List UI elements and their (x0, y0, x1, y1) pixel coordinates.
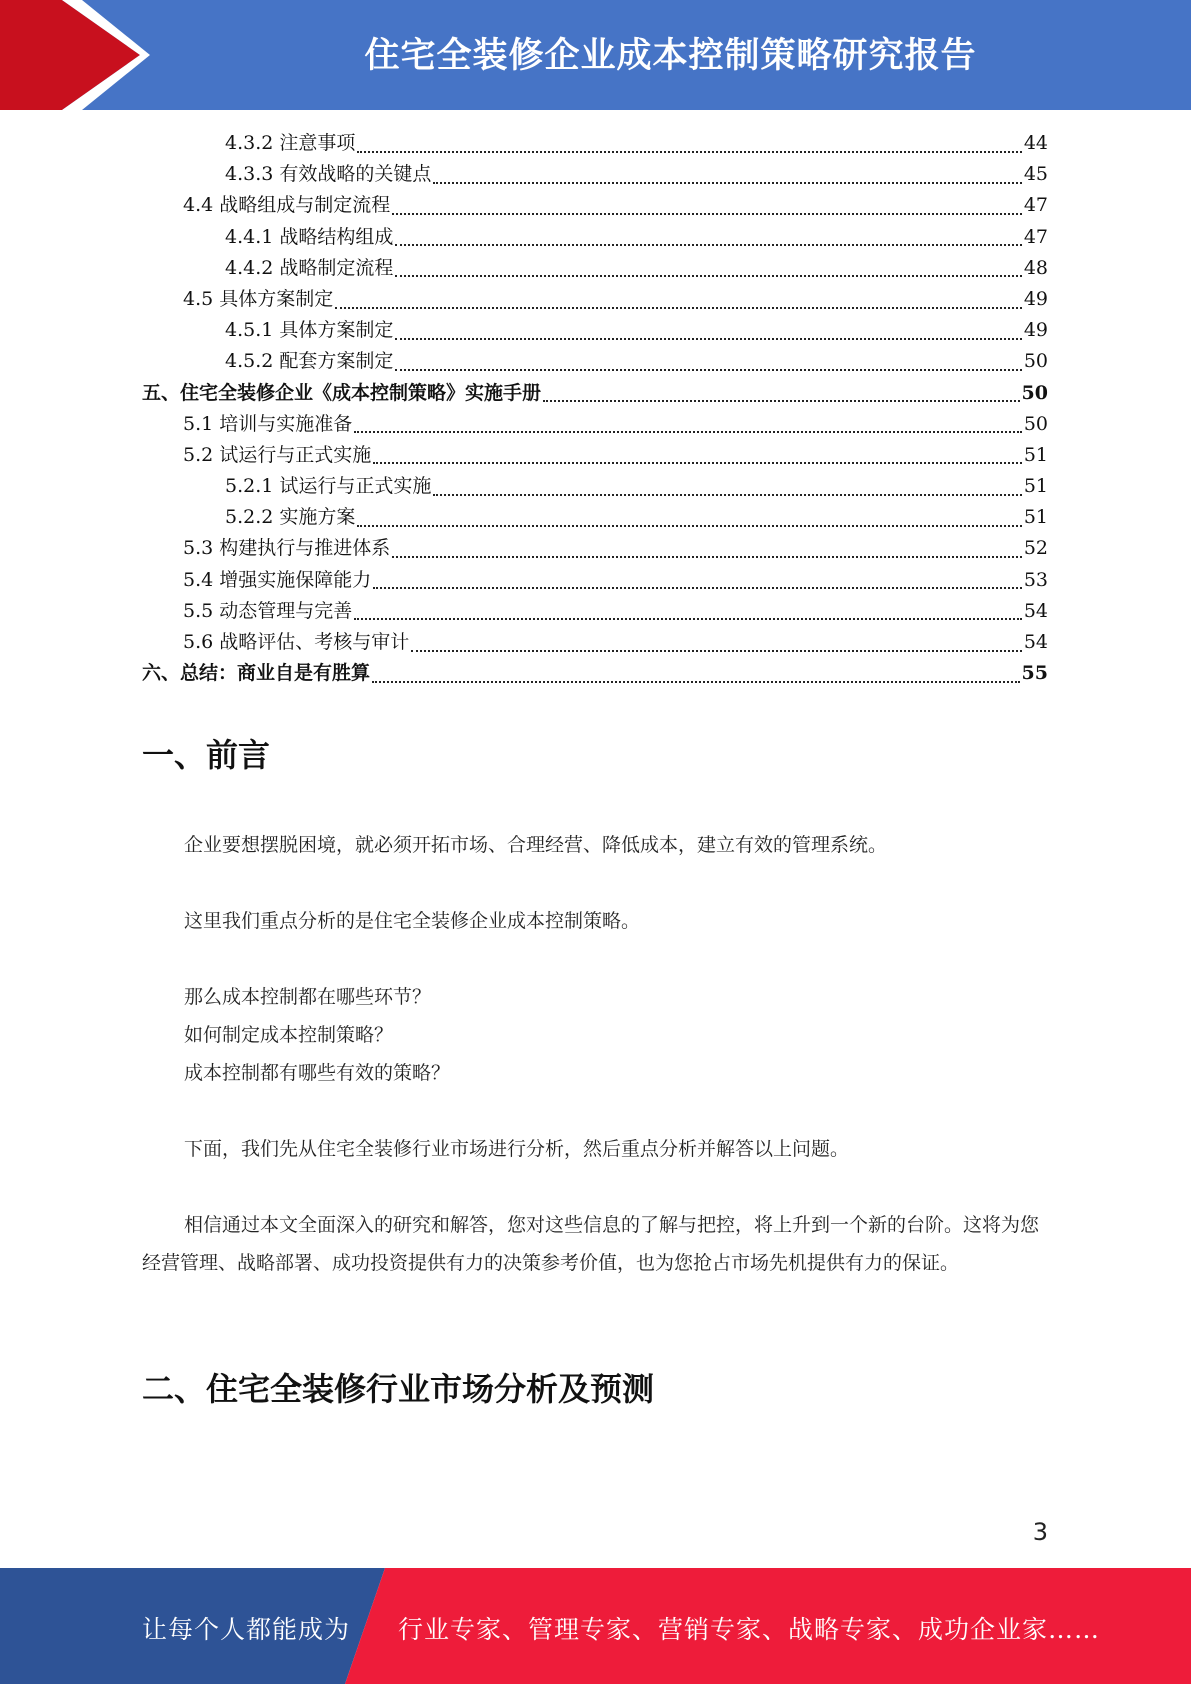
footer-slogan-right: 行业专家、管理专家、营销专家、战略专家、成功企业家…… (398, 1615, 1101, 1644)
toc-entry-page: 47 (1023, 194, 1048, 217)
toc-dot-leader (354, 618, 1022, 620)
toc-entry-label: 4.4.2 战略制定流程 (225, 256, 394, 279)
toc-entry-page: 55 (1021, 662, 1048, 685)
footer-bar (0, 1568, 1191, 1684)
toc-entry-label: 5.1 培训与实施准备 (183, 412, 353, 435)
toc-entry-page: 47 (1023, 225, 1048, 248)
toc-entry[interactable] (142, 346, 1048, 377)
toc-entry-label: 5.4 增强实施保障能力 (183, 568, 372, 591)
toc-entry[interactable] (142, 409, 1048, 440)
toc-entry[interactable] (142, 128, 1048, 159)
toc-dot-leader (395, 338, 1021, 340)
paragraph: 下面，我们先从住宅全装修行业市场进行分析，然后重点分析并解答以上问题。 (184, 1138, 850, 1160)
toc-entry-label: 5.2.2 实施方案 (225, 506, 356, 529)
toc-dot-leader (357, 525, 1021, 527)
toc-dot-leader (357, 151, 1021, 153)
toc-dot-leader (395, 244, 1021, 246)
toc-dot-leader (433, 494, 1021, 496)
toc-dot-leader (335, 307, 1022, 309)
toc-dot-leader (354, 431, 1022, 433)
toc-dot-leader (373, 462, 1022, 464)
toc-entry-label: 4.3.2 注意事项 (225, 132, 356, 154)
toc-dot-leader (543, 400, 1020, 402)
toc-entry-page: 54 (1023, 631, 1048, 653)
toc-dot-leader (433, 182, 1021, 184)
toc-entry[interactable] (142, 565, 1048, 596)
toc-entry[interactable] (142, 596, 1048, 627)
page-number: 3 (1032, 1518, 1048, 1546)
toc-entry-page: 53 (1023, 568, 1048, 591)
toc-entry[interactable] (142, 440, 1048, 471)
question-line: 成本控制都有哪些有效的策略？ (184, 1062, 451, 1084)
toc-entry-page: 50 (1023, 412, 1048, 435)
toc-entry-page: 50 (1023, 350, 1048, 373)
toc-entry[interactable] (142, 533, 1048, 564)
toc-entry-label: 4.5 具体方案制定 (183, 287, 334, 310)
toc-entry-page: 45 (1023, 163, 1048, 186)
toc-entry-label: 4.5.1 具体方案制定 (225, 319, 394, 342)
toc-entry[interactable] (142, 253, 1048, 284)
toc-entry[interactable] (142, 222, 1048, 253)
toc-entry-page: 51 (1023, 443, 1048, 466)
toc-entry-page: 48 (1023, 256, 1048, 279)
toc-dot-leader (395, 369, 1021, 371)
toc-entry-label: 5.2.1 试运行与正式实施 (225, 475, 432, 498)
toc-entry-label: 4.4.1 战略结构组成 (225, 225, 394, 248)
toc-entry-label: 4.4 战略组成与制定流程 (183, 194, 391, 217)
toc-entry-label: 5.5 动态管理与完善 (183, 599, 353, 622)
toc-entry[interactable] (142, 502, 1048, 533)
toc-entry[interactable] (142, 658, 1048, 689)
table-of-contents (142, 128, 1048, 689)
toc-entry-label: 4.5.2 配套方案制定 (225, 350, 394, 373)
toc-entry-page: 49 (1023, 287, 1048, 310)
toc-entry-page: 49 (1023, 319, 1048, 342)
section-heading-preface: 一、前言 (142, 736, 271, 774)
toc-entry-label: 5.3 构建执行与推进体系 (183, 537, 391, 560)
toc-entry[interactable] (142, 378, 1048, 409)
toc-entry-label: 5.6 战略评估、考核与审计 (183, 631, 410, 653)
toc-entry-page: 54 (1023, 599, 1048, 622)
paragraph: 这里我们重点分析的是住宅全装修企业成本控制策略。 (184, 910, 641, 932)
toc-dot-leader (372, 681, 1020, 683)
toc-entry-page: 44 (1023, 132, 1048, 154)
toc-entry-label: 六、总结：商业自是有胜算 (142, 662, 371, 685)
toc-entry[interactable] (142, 471, 1048, 502)
toc-entry-page: 51 (1023, 506, 1048, 529)
paragraph: 企业要想摆脱困境，就必须开拓市场、合理经营、降低成本，建立有效的管理系统。 (184, 834, 888, 856)
toc-dot-leader (392, 213, 1022, 215)
toc-dot-leader (392, 556, 1022, 558)
toc-entry-label: 五、住宅全装修企业《成本控制策略》实施手册 (142, 381, 542, 404)
toc-dot-leader (411, 650, 1022, 652)
toc-dot-leader (373, 587, 1022, 589)
toc-entry[interactable] (142, 159, 1048, 190)
toc-entry[interactable] (142, 315, 1048, 346)
footer-slogan-left: 让每个人都能成为 (142, 1615, 351, 1644)
toc-entry[interactable] (142, 284, 1048, 315)
toc-entry-label: 4.3.3 有效战略的关键点 (225, 163, 432, 186)
section-heading-market-analysis: 二、住宅全装修行业市场分析及预测 (142, 1370, 655, 1408)
header-bar (0, 0, 1191, 110)
toc-entry[interactable] (142, 627, 1048, 658)
toc-entry-page: 51 (1023, 475, 1048, 498)
toc-entry[interactable] (142, 190, 1048, 221)
toc-entry-page: 52 (1023, 537, 1048, 560)
toc-entry-label: 5.2 试运行与正式实施 (183, 443, 372, 466)
document-title: 住宅全装修企业成本控制策略研究报告 (364, 36, 977, 76)
paragraph: 相信通过本文全面深入的研究和解答，您对这些信息的了解与把控，将上升到一个新的台阶。这将为您经营管理、战略部署、成功投资提供有力的决策参考价值，也为您抢占市场先机提供有力的保证。 (142, 1214, 1040, 1274)
toc-entry-page: 50 (1021, 381, 1048, 404)
question-line: 如何制定成本控制策略？ (184, 1024, 394, 1046)
question-line: 那么成本控制都在哪些环节？ (184, 986, 432, 1008)
toc-dot-leader (395, 275, 1021, 277)
